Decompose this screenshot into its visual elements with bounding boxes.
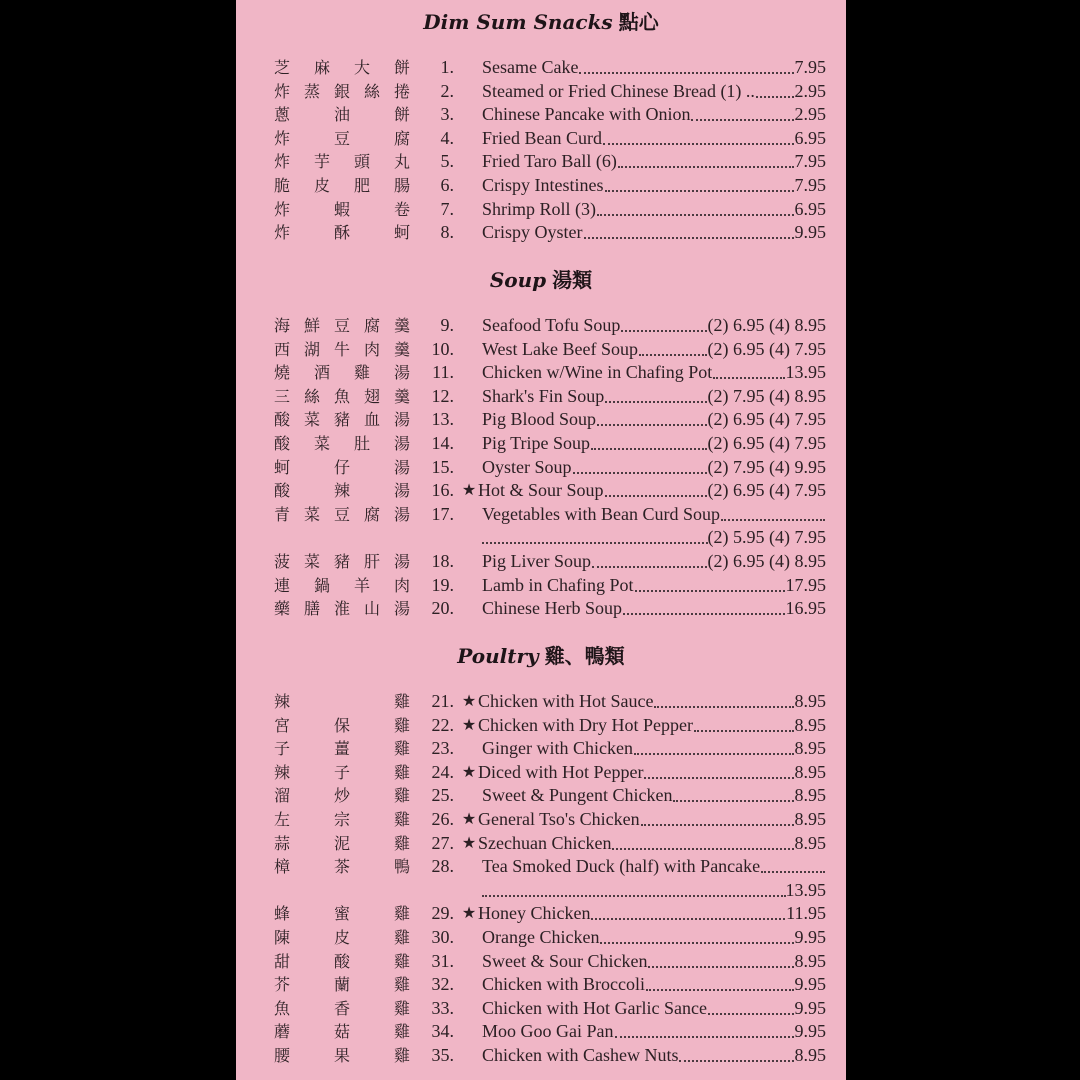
item-chinese-name: 三絲魚翅羹: [274, 386, 410, 406]
menu-item: [236, 574, 846, 597]
item-description: [482, 150, 826, 173]
item-name: Hot & Sour Soup: [478, 480, 604, 501]
item-number: 2.: [440, 80, 454, 101]
item-description: [482, 1020, 826, 1043]
item-chinese-name: 蘑菇雞: [274, 1022, 410, 1042]
item-number: 14.: [431, 433, 454, 453]
menu-item: [236, 408, 846, 431]
item-name: Shark's Fin Soup: [482, 385, 605, 406]
item-chinese-name: 芥蘭雞: [274, 975, 410, 995]
dot-leader: [721, 519, 825, 521]
item-price: 8.95: [794, 738, 826, 759]
item-number: 25.: [431, 785, 454, 806]
item-description: [478, 902, 826, 925]
item-chinese-name: 菠菜豬肝湯: [274, 552, 410, 571]
section-heading-dim-sum: [236, 6, 846, 35]
dot-leader: [605, 190, 794, 192]
dot-leader: [615, 1036, 794, 1038]
item-chinese-name: 宮保雞: [274, 715, 410, 735]
item-price: (2) 6.95 (4) 7.95: [707, 338, 826, 359]
section-title-chinese: 點心: [618, 10, 659, 34]
section-title: Poultry: [457, 644, 539, 668]
menu-item: [236, 174, 846, 197]
menu-item: [236, 127, 846, 150]
item-chinese-name: 左宗雞: [274, 810, 410, 829]
item-number: 3.: [440, 104, 454, 125]
item-number: 18.: [431, 551, 454, 571]
dot-leader: [654, 706, 793, 708]
menu-item: [236, 432, 846, 455]
dot-leader: [646, 989, 794, 991]
item-chinese-name: 燒酒雞湯: [274, 363, 410, 383]
dot-leader: [605, 495, 707, 497]
item-name: Pig Liver Soup: [482, 551, 592, 571]
item-name: Chicken with Cashew Nuts: [482, 1045, 679, 1065]
section-heading-soup: [236, 264, 846, 293]
section-title-chinese: 雞、鴨類: [544, 644, 625, 668]
item-chinese-name: 蔥油餅: [274, 105, 410, 125]
item-number: 30.: [431, 927, 454, 947]
menu-item: [236, 361, 846, 384]
item-price: (2) 6.95 (4) 7.95: [707, 480, 826, 501]
item-price: 9.95: [794, 1021, 826, 1042]
item-description: [482, 973, 826, 996]
item-name: Chicken with Hot Garlic Sance: [482, 997, 707, 1018]
menu-page: [236, 0, 846, 1080]
item-chinese-name: 樟茶鴨: [274, 857, 410, 877]
item-price: 7.95: [794, 175, 826, 195]
item-number: 7.: [440, 198, 454, 219]
item-chinese-name: 蚵仔湯: [274, 457, 410, 477]
item-name: Szechuan Chicken: [478, 832, 612, 853]
item-price: 13.95: [785, 879, 826, 900]
item-price: 8.95: [794, 714, 826, 735]
menu-item: [236, 737, 846, 760]
item-name: Honey Chicken: [478, 903, 591, 924]
menu-item: [236, 550, 846, 573]
item-name: Seafood Tofu Soup: [482, 315, 621, 335]
item-chinese-name: 炸芋頭丸: [274, 152, 410, 172]
item-number: 12.: [431, 385, 454, 406]
item-number: 20.: [431, 598, 454, 619]
item-chinese-name: 炸蝦卷: [274, 199, 410, 219]
item-description: [482, 103, 826, 126]
item-name: Orange Chicken: [482, 927, 600, 947]
item-name: Sweet & Pungent Chicken: [482, 785, 673, 806]
item-price: 11.95: [786, 903, 826, 924]
item-description: [482, 503, 826, 526]
menu-item: [236, 832, 846, 855]
item-price: (2) 6.95 (4) 8.95: [707, 551, 826, 571]
item-chinese-name: 炸酥蚵: [274, 223, 410, 243]
menu-item: [236, 314, 846, 337]
item-number: 34.: [431, 1021, 454, 1042]
item-name: Ginger with Chicken: [482, 738, 633, 759]
menu-item: [236, 973, 846, 996]
item-number: 8.: [440, 222, 454, 243]
dot-leader: [708, 1013, 794, 1015]
item-description: [482, 361, 826, 384]
spicy-star-icon: ★: [461, 763, 477, 781]
item-description: [482, 127, 826, 150]
item-chinese-name: 青菜豆腐湯: [274, 504, 410, 524]
item-description: [482, 1044, 826, 1067]
dot-leader: [694, 730, 794, 732]
dot-leader: [634, 753, 794, 755]
dot-leader: [673, 800, 793, 802]
item-name: Sweet & Sour Chicken: [482, 950, 648, 971]
item-price: 8.95: [794, 1045, 826, 1065]
item-chinese-name: 炸蒸銀絲捲: [274, 81, 410, 101]
item-name: Chinese Herb Soup: [482, 598, 622, 619]
menu-item: [236, 808, 846, 831]
item-description: [478, 714, 826, 737]
menu-item: [236, 198, 846, 221]
menu-item: [236, 855, 846, 878]
dot-leader: [618, 166, 794, 168]
menu-item: [236, 150, 846, 173]
item-description: [482, 597, 826, 620]
section-title: Soup: [489, 268, 547, 292]
item-number: 17.: [431, 503, 454, 524]
item-price: 7.95: [794, 57, 826, 77]
menu-item: [236, 479, 846, 502]
item-chinese-name: 甜酸雞: [274, 951, 410, 971]
dot-leader: [761, 871, 825, 873]
item-number: 28.: [431, 856, 454, 877]
spicy-star-icon: ★: [461, 834, 477, 852]
item-chinese-name: 酸菜肚湯: [274, 434, 410, 453]
item-price: 6.95: [794, 198, 826, 219]
item-number: 16.: [431, 480, 454, 501]
item-number: 19.: [431, 574, 454, 595]
menu-item: [236, 714, 846, 737]
item-name: Chicken with Dry Hot Pepper: [478, 714, 693, 735]
item-chinese-name: 脆皮肥腸: [274, 176, 410, 195]
item-chinese-name: 酸菜豬血湯: [274, 410, 410, 430]
dot-leader: [623, 613, 785, 615]
item-price: (2) 7.95 (4) 8.95: [707, 385, 826, 406]
item-price: (2) 6.95 (4) 8.95: [707, 315, 826, 335]
item-name: Shrimp Roll (3): [482, 198, 597, 219]
spicy-star-icon: ★: [461, 811, 477, 828]
item-name: Lamb in Chafing Pot: [482, 574, 634, 595]
item-price: 2.95: [794, 80, 826, 101]
menu-item: [236, 761, 846, 784]
menu-item: [236, 997, 846, 1020]
item-chinese-name: 芝麻大餅: [274, 58, 410, 77]
item-number: 24.: [431, 761, 454, 782]
item-name: Oyster Soup: [482, 456, 572, 477]
item-price: 9.95: [794, 974, 826, 995]
menu-item: [236, 503, 846, 526]
item-chinese-name: 腰果雞: [274, 1046, 410, 1065]
dot-leader: [482, 542, 708, 544]
section-title: Dim Sum Snacks: [423, 10, 613, 34]
item-price: (2) 6.95 (4) 7.95: [707, 433, 826, 453]
item-number: 31.: [431, 950, 454, 971]
item-description: [478, 808, 826, 831]
item-price: 17.95: [785, 574, 826, 595]
item-name: Chicken with Hot Sauce: [478, 691, 654, 711]
item-number: 11.: [432, 362, 454, 383]
item-price: 6.95: [794, 127, 826, 148]
item-description: [482, 784, 826, 807]
dot-leader: [612, 848, 793, 850]
spicy-star-icon: ★: [461, 693, 477, 710]
item-price: (2) 7.95 (4) 9.95: [707, 456, 826, 477]
item-name: Tea Smoked Duck (half) with Pancake: [482, 856, 761, 877]
item-description: [482, 456, 826, 479]
item-chinese-name: 連鍋羊肉: [274, 575, 410, 595]
item-chinese-name: 藥膳淮山湯: [274, 599, 410, 619]
menu-item: [236, 950, 846, 973]
item-chinese-name: 子薑雞: [274, 739, 410, 759]
item-name: Steamed or Fried Chinese Bread (1) ..: [482, 80, 755, 101]
item-price: 8.95: [794, 691, 826, 711]
item-description: [482, 80, 826, 103]
item-price: 8.95: [794, 950, 826, 971]
item-chinese-name: 陳皮雞: [274, 928, 410, 947]
item-price: 7.95: [794, 151, 826, 172]
menu-item: [236, 690, 846, 713]
item-name: Sesame Cake: [482, 57, 579, 77]
item-description: [482, 198, 826, 221]
item-price: 16.95: [785, 598, 826, 619]
spicy-star-icon: ★: [461, 482, 477, 500]
item-description: [482, 338, 826, 361]
item-chinese-name: 辣子雞: [274, 762, 410, 782]
dot-leader: [597, 424, 706, 426]
item-chinese-name: 西湖牛肉羹: [274, 339, 410, 359]
dot-leader: [648, 966, 793, 968]
spicy-star-icon: ★: [461, 905, 477, 923]
item-number: 5.: [440, 151, 454, 172]
item-number: 4.: [440, 127, 454, 148]
item-name: Vegetables with Bean Curd Soup: [482, 503, 720, 524]
item-description: [478, 479, 826, 502]
item-description: [482, 737, 826, 760]
spicy-star-icon: ★: [461, 716, 477, 734]
item-price: 2.95: [794, 104, 826, 125]
item-name: Moo Goo Gai Pan: [482, 1021, 614, 1042]
dot-leader: [691, 119, 793, 121]
item-description: [482, 855, 826, 878]
item-description: [478, 761, 826, 784]
item-number: 13.: [431, 409, 454, 430]
item-number: 29.: [431, 903, 454, 924]
item-price: 8.95: [794, 785, 826, 806]
item-number: 6.: [440, 175, 454, 195]
item-name: Pig Tripe Soup: [482, 433, 591, 453]
item-chinese-name: 酸辣湯: [274, 481, 410, 501]
item-name: Fried Taro Ball (6): [482, 151, 617, 172]
menu-item: [236, 338, 846, 361]
item-name: Chinese Pancake with Onion: [482, 104, 691, 125]
section-heading-poultry: [236, 640, 846, 669]
item-number: 27.: [431, 832, 454, 853]
item-price: 8.95: [794, 761, 826, 782]
menu-item: [236, 80, 846, 103]
dot-leader: [635, 590, 785, 592]
item-number: 21.: [431, 691, 454, 711]
item-chinese-name: 蜂蜜雞: [274, 904, 410, 924]
item-price-continuation: [482, 526, 826, 549]
menu-item: [236, 597, 846, 620]
item-description: [482, 574, 826, 597]
item-description: [482, 408, 826, 431]
dot-leader: [584, 237, 794, 239]
item-number: 33.: [431, 997, 454, 1018]
item-description: [482, 56, 826, 79]
item-name: Diced with Hot Pepper: [478, 761, 644, 782]
dot-leader: [713, 377, 784, 379]
item-number: 22.: [431, 714, 454, 735]
menu-item: [236, 221, 846, 244]
dot-leader: [605, 401, 706, 403]
dot-leader: [621, 330, 706, 332]
menu-item: [236, 784, 846, 807]
dot-leader: [579, 72, 793, 74]
item-name: Chicken with Broccoli: [482, 974, 645, 995]
item-description: [482, 550, 826, 573]
item-number: 23.: [431, 738, 454, 759]
item-price: 13.95: [785, 362, 826, 383]
item-price-continuation: [482, 879, 826, 902]
menu-item: [236, 56, 846, 79]
item-name: West Lake Beef Soup: [482, 338, 639, 359]
item-number: 1.: [440, 57, 454, 77]
item-name: General Tso's Chicken: [478, 809, 640, 829]
item-name: Pig Blood Soup: [482, 409, 597, 430]
item-chinese-name: 蒜泥雞: [274, 833, 410, 853]
item-description: [482, 174, 826, 197]
dot-leader: [597, 214, 793, 216]
item-price: 8.95: [794, 809, 826, 829]
dot-leader: [639, 354, 707, 356]
item-name: Chicken w/Wine in Chafing Pot: [482, 362, 713, 383]
item-number: 9.: [440, 315, 454, 335]
item-price: 9.95: [794, 222, 826, 243]
menu-item: [236, 385, 846, 408]
item-description: [478, 832, 826, 855]
dot-leader: [756, 96, 794, 98]
menu-item: [236, 1020, 846, 1043]
item-price: (2) 6.95 (4) 7.95: [707, 409, 826, 430]
menu-item: [236, 456, 846, 479]
item-chinese-name: 魚香雞: [274, 998, 410, 1018]
menu-item: [236, 103, 846, 126]
menu-item: [236, 926, 846, 949]
item-chinese-name: 海鮮豆腐羹: [274, 316, 410, 335]
item-chinese-name: 炸豆腐: [274, 128, 410, 148]
dot-leader: [591, 448, 706, 450]
item-price: 9.95: [794, 997, 826, 1018]
item-name: Crispy Oyster: [482, 222, 583, 243]
item-description: [482, 950, 826, 973]
item-chinese-name: 辣雞: [274, 692, 410, 711]
item-description: [482, 221, 826, 244]
item-name: Crispy Intestines: [482, 175, 604, 195]
dot-leader: [482, 895, 786, 897]
item-description: [478, 690, 826, 713]
item-price: 8.95: [794, 832, 826, 853]
item-description: [482, 385, 826, 408]
item-description: [482, 314, 826, 337]
item-number: 35.: [431, 1045, 454, 1065]
item-chinese-name: 溜炒雞: [274, 786, 410, 806]
item-price: (2) 5.95 (4) 7.95: [707, 527, 826, 548]
dot-leader: [679, 1060, 793, 1062]
dot-leader: [591, 918, 785, 920]
item-name: Fried Bean Curd: [482, 127, 602, 148]
section-title-chinese: 湯類: [552, 268, 593, 292]
menu-item: [236, 902, 846, 925]
item-description: [482, 997, 826, 1020]
item-number: 32.: [431, 974, 454, 995]
dot-leader: [573, 472, 707, 474]
item-number: 10.: [431, 338, 454, 359]
dot-leader: [600, 942, 793, 944]
menu-item: [236, 1044, 846, 1067]
dot-leader: [644, 777, 793, 779]
dot-leader: [603, 143, 794, 145]
dot-leader: [641, 824, 794, 826]
item-description: [482, 432, 826, 455]
item-number: 15.: [431, 456, 454, 477]
item-number: 26.: [431, 809, 454, 829]
item-price: 9.95: [794, 927, 826, 947]
item-description: [482, 926, 826, 949]
dot-leader: [592, 566, 707, 568]
